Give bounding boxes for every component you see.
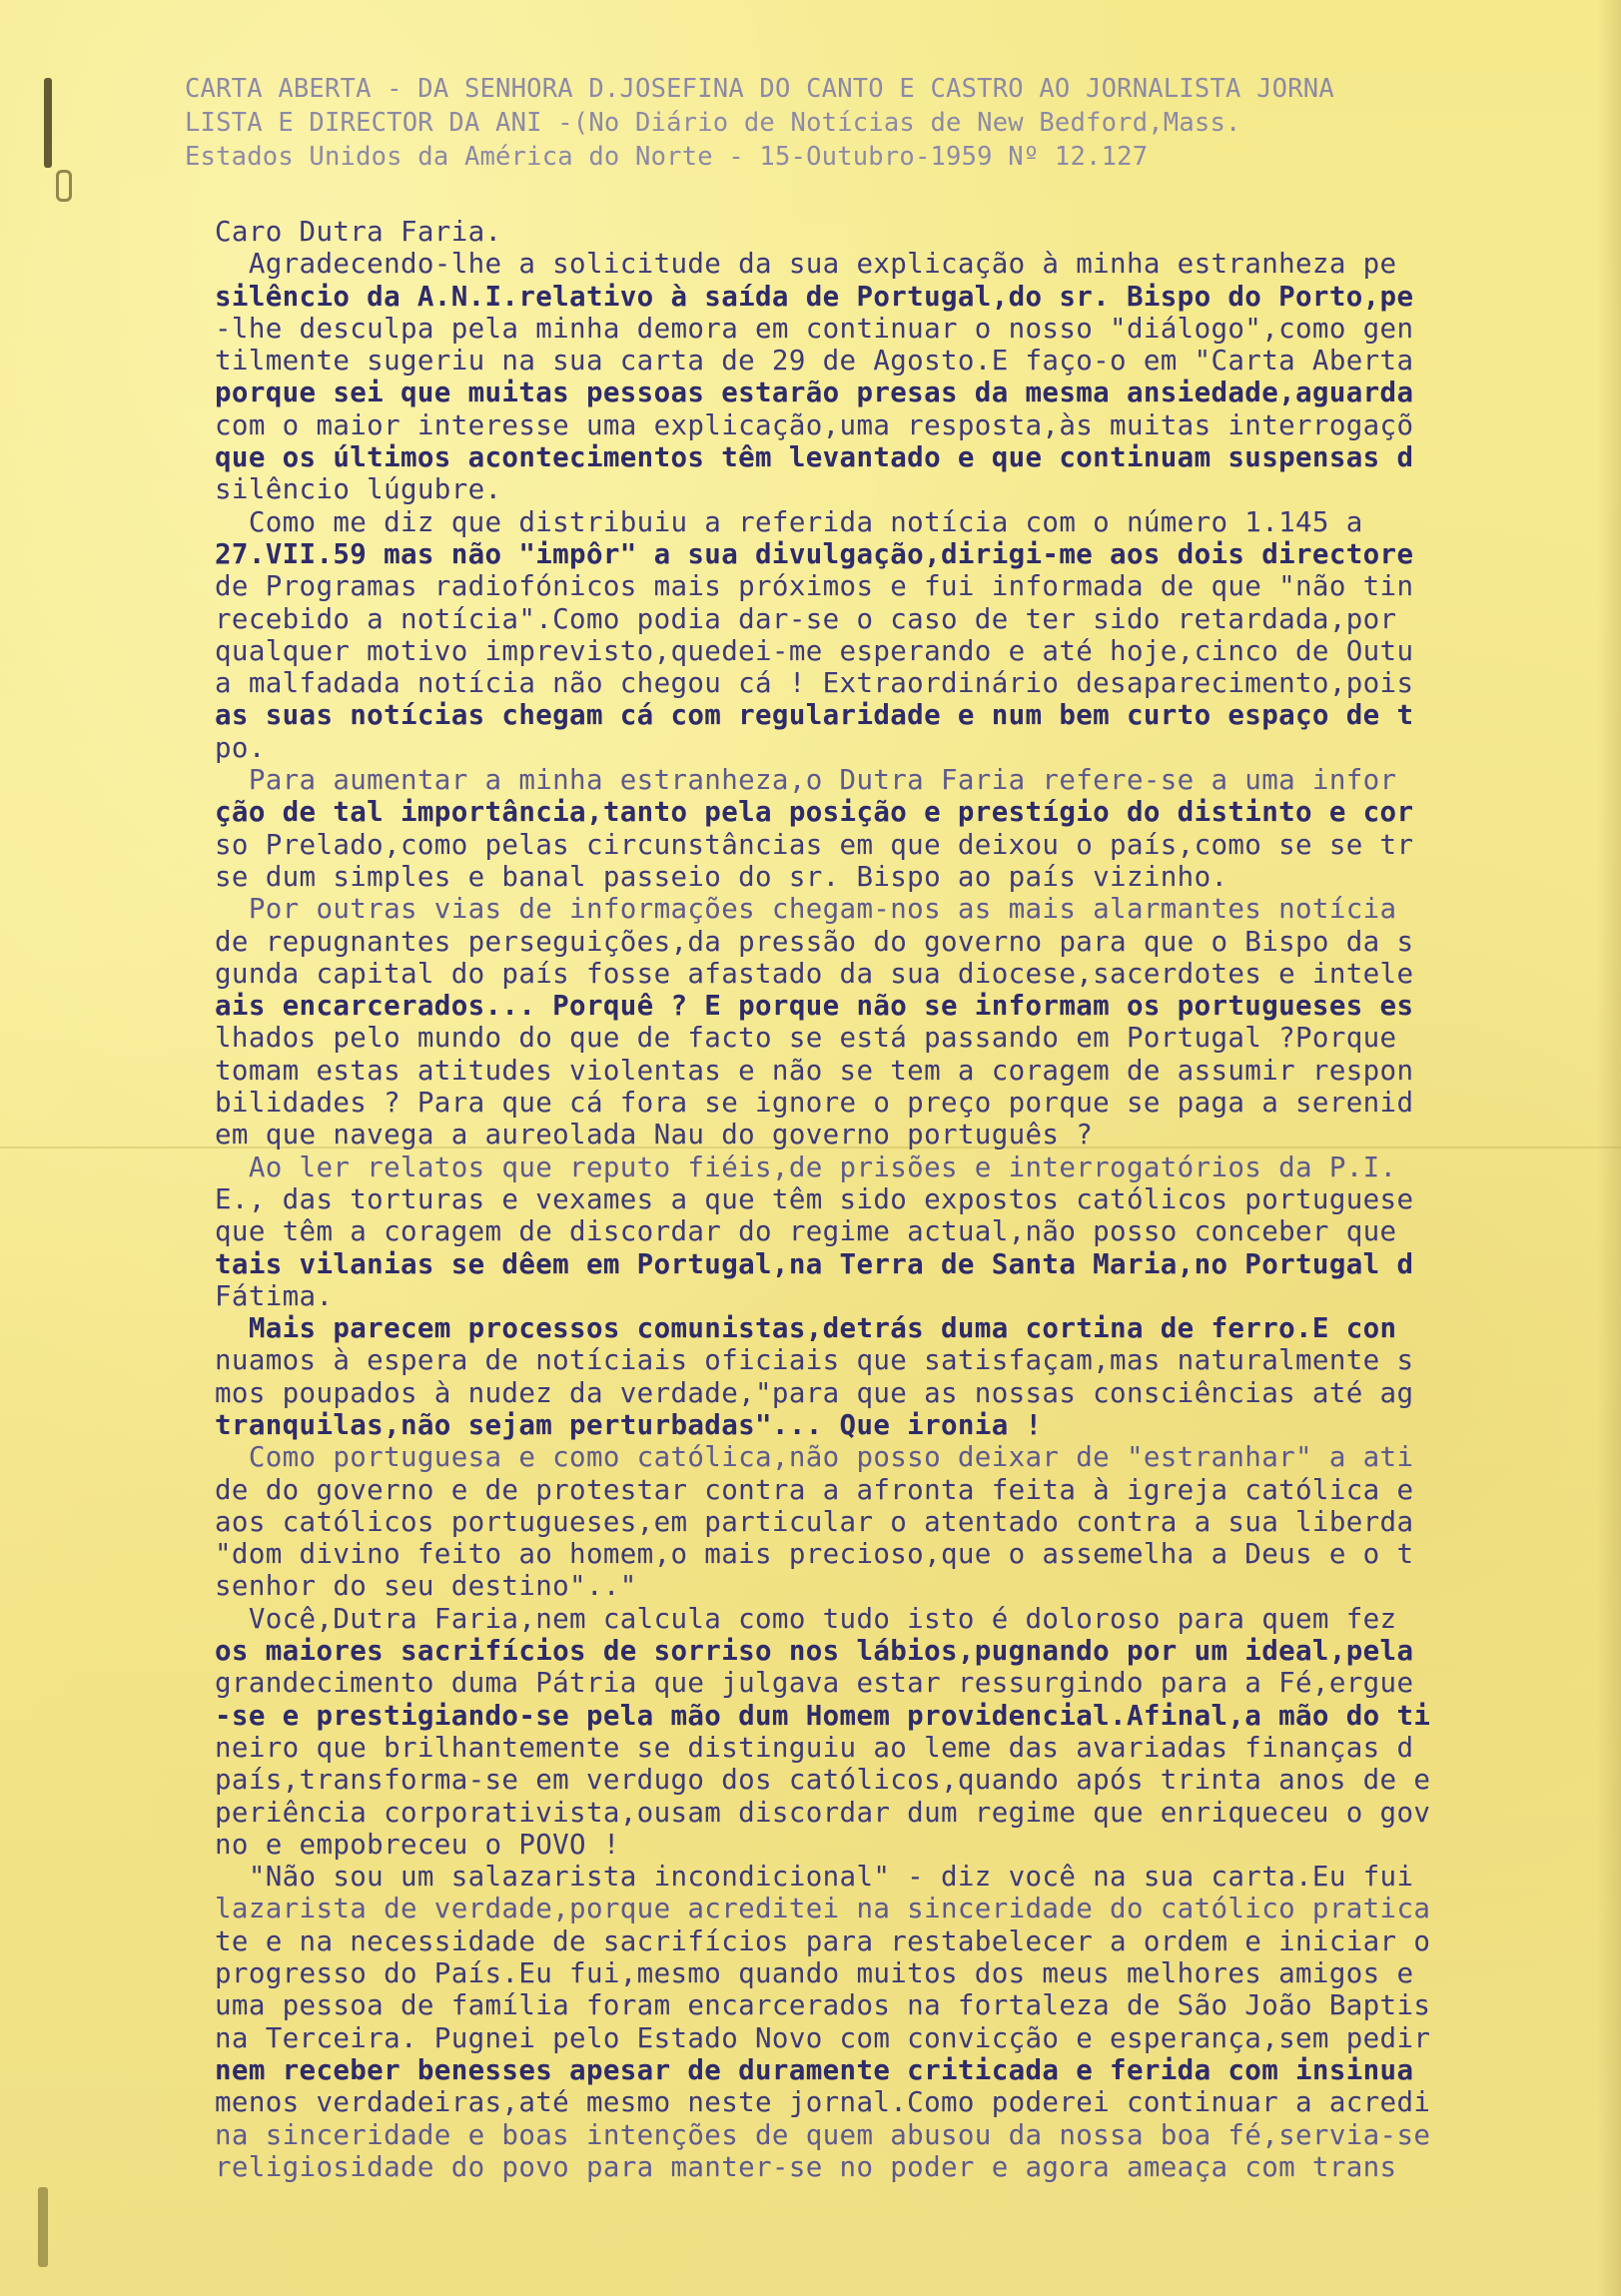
letter-body	[215, 216, 1613, 2183]
text-line: menos verdadeiras,até mesmo neste jornal.Como poderei continuar a acredi	[215, 2086, 1431, 2119]
text-line: de Programas radiofónicos mais próximos e fui informada de que "não tin	[215, 570, 1414, 603]
text-line: Para aumentar a minha estranheza,o Dutra Faria refere-se a uma infor	[215, 764, 1397, 797]
text-line: E., das torturas e vexames a que têm sido expostos católicos portuguese	[215, 1182, 1414, 1215]
text-line: nuamos à espera de notíciais oficiais que satisfaçam,mas naturalmente s	[215, 1344, 1414, 1377]
text-line: neiro que brilhantemente se distinguiu ao leme das avariadas finanças d	[215, 1731, 1414, 1764]
text-line: Fátima.	[215, 1279, 334, 1312]
letter-header	[185, 72, 1603, 174]
text-line: nem receber benesses apesar de duramente criticada e ferida com insinua	[215, 2053, 1414, 2086]
text-line: lhados pelo mundo do que de facto se está passando em Portugal ?Porque	[215, 1022, 1397, 1055]
text-line: Como me diz que distribuiu a referida notícia com o número 1.145 a	[215, 505, 1363, 538]
header-line: Estados Unidos da América do Norte - 15-Outubro-1959 Nº 12.127	[185, 142, 1149, 172]
text-line: a malfadada notícia não chegou cá ! Extraordinário desaparecimento,pois	[215, 667, 1414, 700]
text-line: mos poupados à nudez da verdade,"para que as nossas consciências até ag	[215, 1376, 1414, 1409]
text-line: as suas notícias chegam cá com regularidade e num bem curto espaço de t	[215, 699, 1414, 732]
text-line: tais vilanias se dêem em Portugal,na Terra de Santa Maria,no Portugal d	[215, 1247, 1414, 1280]
text-line: "Não sou um salazarista incondicional" - diz você na sua carta.Eu fui	[215, 1861, 1414, 1894]
text-line: na Terceira. Pugnei pelo Estado Novo com convicção e esperança,sem pedir	[215, 2021, 1431, 2054]
text-line: periência corporativista,ousam discordar dum regime que enriqueceu o gov	[215, 1796, 1431, 1829]
text-line: Mais parecem processos comunistas,detrás duma cortina de ferro.E con	[215, 1312, 1397, 1345]
text-line: religiosidade do povo para manter-se no poder e agora ameaça com trans	[215, 2150, 1397, 2183]
text-line: qualquer motivo imprevisto,quedei-me esperando e até hoje,cinco de Outu	[215, 634, 1414, 667]
text-line: silêncio da A.N.I.relativo à saída de Portugal,do sr. Bispo do Porto,pe	[215, 280, 1414, 313]
text-line: po.	[215, 731, 266, 764]
text-line: tilmente sugeriu na sua carta de 29 de Agosto.E faço-o em "Carta Aberta	[215, 345, 1414, 378]
text-line: que os últimos acontecimentos têm levantado e que continuam suspensas d	[215, 441, 1414, 474]
text-line: bilidades ? Para que cá fora se ignore o preço porque se paga a serenid	[215, 1087, 1414, 1120]
text-line: de do governo e de protestar contra a afronta feita à igreja católica e	[215, 1473, 1414, 1506]
text-line: aos católicos portugueses,em particular o atentado contra a sua liberda	[215, 1505, 1414, 1538]
text-line: uma pessoa de família foram encarcerados na fortaleza de São João Baptis	[215, 1989, 1431, 2022]
text-line: 27.VII.59 mas não "impôr" a sua divulgação,dirigi-me aos dois directore	[215, 537, 1414, 570]
text-line: tranquilas,não sejam perturbadas"... Que ironia !	[215, 1408, 1043, 1441]
header-line: LISTA E DIRECTOR DA ANI -(No Diário de Notícias de New Bedford,Mass.	[185, 108, 1241, 138]
text-line: gunda capital do país fosse afastado da sua diocese,sacerdotes e intele	[215, 957, 1414, 990]
text-line: silêncio lúgubre.	[215, 473, 502, 506]
text-line: porque sei que muitas pessoas estarão presas da mesma ansiedade,aguarda	[215, 377, 1414, 409]
binding-mark	[38, 2187, 48, 2267]
text-line: grandecimento duma Pátria que julgava estar ressurgindo para a Fé,ergue	[215, 1667, 1414, 1700]
text-line: Ao ler relatos que reputo fiéis,de prisões e interrogatórios da P.I.	[215, 1150, 1397, 1183]
text-line: de repugnantes perseguições,da pressão do governo para que o Bispo da s	[215, 925, 1414, 958]
text-line: tomam estas atitudes violentas e não se tem a coragem de assumir respon	[215, 1054, 1414, 1087]
text-line: Por outras vias de informações chegam-nos as mais alarmantes notícia	[215, 893, 1397, 926]
text-line: que têm a coragem de discordar do regime actual,não posso conceber que	[215, 1215, 1397, 1248]
text-line: Agradecendo-lhe a solicitude da sua explicação à minha estranheza pe	[215, 248, 1397, 281]
text-line: "dom divino feito ao homem,o mais precioso,que o assemelha a Deus e o t	[215, 1538, 1414, 1571]
text-line: recebido a notícia".Como podia dar-se o caso de ter sido retardada,por	[215, 602, 1397, 635]
text-line: -lhe desculpa pela minha demora em continuar o nosso "diálogo",como gen	[215, 312, 1414, 345]
text-line: na sinceridade e boas intenções de quem abusou da nossa boa fé,servia-se	[215, 2118, 1431, 2151]
text-line: os maiores sacrifícios de sorriso nos lábios,pugnando por um ideal,pela	[215, 1635, 1414, 1668]
text-line: ais encarcerados... Porquê ? E porque não se informam os portugueses es	[215, 990, 1414, 1023]
header-line: CARTA ABERTA - DA SENHORA D.JOSEFINA DO CANTO E CASTRO AO JORNALISTA JORNA	[185, 74, 1334, 104]
text-line: ção de tal importância,tanto pela posição e prestígio do distinto e cor	[215, 796, 1414, 829]
text-line: Você,Dutra Faria,nem calcula como tudo isto é doloroso para quem fez	[215, 1602, 1397, 1635]
text-line: Como portuguesa e como católica,não posso deixar de "estranhar" a ati	[215, 1441, 1414, 1474]
text-line: se dum simples e banal passeio do sr. Bispo ao país vizinho.	[215, 860, 1228, 893]
staple-mark	[44, 78, 52, 168]
text-line: so Prelado,como pelas circunstâncias em que deixou o país,como se se tr	[215, 828, 1414, 861]
text-line: senhor do seu destino".."	[215, 1570, 637, 1603]
salutation: Caro Dutra Faria.	[215, 216, 502, 248]
text-line: país,transforma-se em verdugo dos católicos,quando após trinta anos de e	[215, 1764, 1431, 1797]
text-line: em que navega a aureolada Nau do governo português ?	[215, 1119, 1094, 1151]
text-line: te e na necessidade de sacrifícios para restabelecer a ordem e iniciar o	[215, 1924, 1431, 1957]
text-line: progresso do País.Eu fui,mesmo quando muitos dos meus melhores amigos e	[215, 1957, 1414, 1990]
text-line: lazarista de verdade,porque acreditei na sinceridade do católico pratica	[215, 1893, 1431, 1925]
text-line: com o maior interesse uma explicação,uma resposta,às muitas interrogaçõ	[215, 408, 1414, 441]
text-line: no e empobreceu o POVO !	[215, 1828, 620, 1861]
text-line: -se e prestigiando-se pela mão dum Homem providencial.Afinal,a mão do ti	[215, 1699, 1431, 1732]
paperclip-mark	[56, 170, 72, 202]
